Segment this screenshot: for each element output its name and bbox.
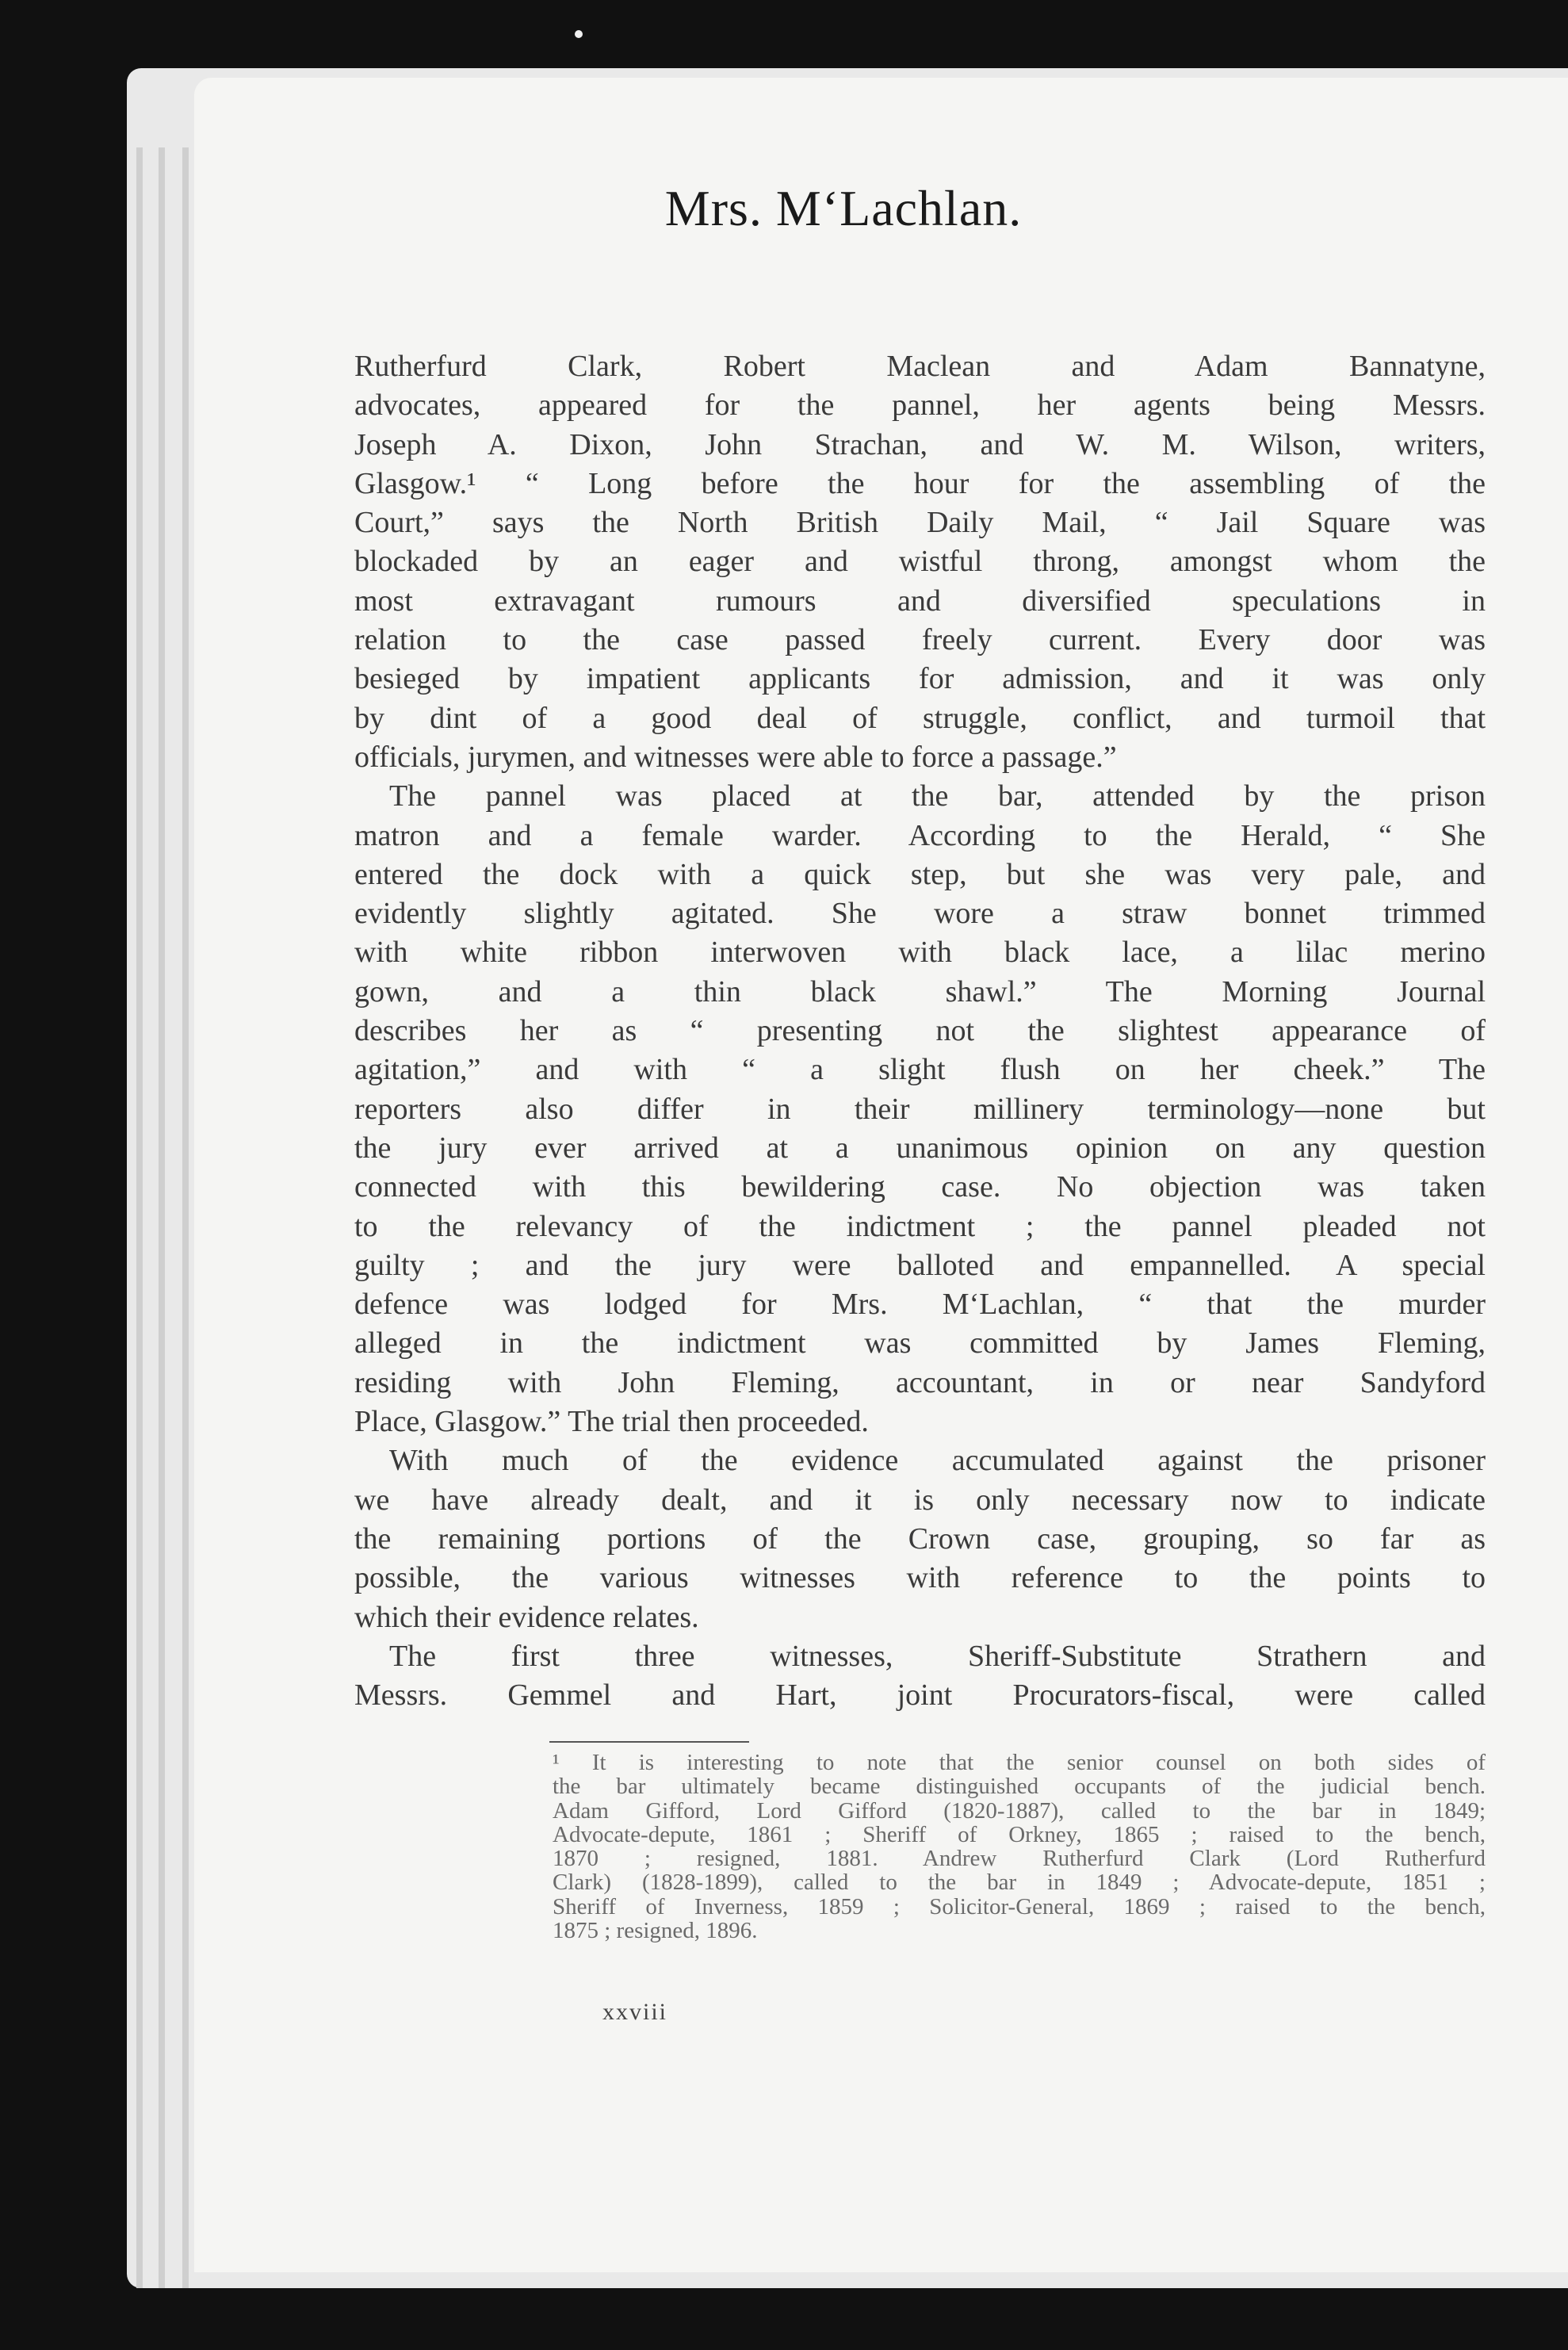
body-line: with white ribbon interwoven with black lace, a lilac merino [354,936,1486,970]
body-line: guilty ; and the jury were balloted and empannelled. A special [354,1248,1486,1282]
page-edge [136,147,143,2288]
footnote-rule [549,1741,749,1743]
body-line: Glasgow.¹ “ Long before the hour for the assembling of the [354,466,1486,500]
page-edge [159,147,165,2288]
footnote-line: ¹ It is interesting to note that the senior counsel on both sides of [553,1750,1486,1775]
body-line: we have already dealt, and it is only necessary now to indicate [354,1483,1486,1517]
body-line: evidently slightly agitated. She wore a straw bonnet trimmed [354,897,1486,931]
body-line: relation to the case passed freely current. Every door was [354,623,1486,657]
body-text [354,347,1486,1715]
page-edge [182,147,189,2288]
body-line: matron and a female warder. According to the Herald, “ She [354,818,1486,852]
body-line: Place, Glasgow.” The trial then proceeded. [354,1405,869,1439]
body-line: Joseph A. Dixon, John Strachan, and W. M. Wilson, writers, [354,427,1486,461]
body-line: Rutherfurd Clark, Robert Maclean and Adam Bannatyne, [354,350,1486,383]
body-line: The pannel was placed at the bar, attended by the prison [389,779,1486,813]
body-line: alleged in the indictment was committed by James Fleming, [354,1326,1486,1361]
body-line: the remaining portions of the Crown case, grouping, so far as [354,1521,1486,1556]
body-line: by dint of a good deal of struggle, conflict, and turmoil that [354,701,1486,735]
footnote-line: 1875 ; resigned, 1896. [553,1918,758,1944]
body-line: besieged by impatient applicants for admission, and it was only [354,662,1486,696]
body-line: entered the dock with a quick step, but she was very pale, and [354,857,1486,891]
body-line: blockaded by an eager and wistful throng, amongst whom the [354,545,1486,579]
running-title: Mrs. M‘Lachlan. [664,180,1023,236]
dust-speck [575,30,583,38]
footnotes [553,1751,1486,1942]
body-line: which their evidence relates. [354,1600,699,1634]
body-line: Court,” says the North British Daily Mail, “ Jail Square was [354,506,1486,540]
footnote-line: Adam Gifford, Lord Gifford (1820-1887), called to the bar in 1849; [553,1797,1486,1824]
body-line: to the relevancy of the indictment ; the pannel pleaded not [354,1209,1486,1243]
footnote-line: 1870 ; resigned, 1881. Andrew Rutherfurd Clark (Lord Rutherfurd [553,1846,1486,1872]
footnote-line: Clark) (1828-1899), called to the bar in 1849 ; Advocate-depute, 1851 ; [553,1870,1486,1896]
body-line: defence was lodged for Mrs. M‘Lachlan, “ that the murder [354,1288,1486,1322]
body-line: reporters also differ in their millinery terminology—none but [354,1092,1486,1126]
footnote-line: the bar ultimately became distinguished occupants of the judicial bench. [553,1774,1486,1800]
body-line: connected with this bewildering case. No objection was taken [354,1170,1486,1204]
body-line: Messrs. Gemmel and Hart, joint Procurators-fiscal, were called [354,1678,1486,1713]
body-line: the jury ever arrived at a unanimous opinion on any question [354,1131,1486,1165]
body-line: gown, and a thin black shawl.” The Morning Journal [354,974,1486,1009]
body-line: possible, the various witnesses with reference to the points to [354,1561,1486,1595]
body-line: The first three witnesses, Sheriff-Substitute Strathern and [389,1639,1486,1673]
body-line: With much of the evidence accumulated against the prisoner [389,1444,1486,1478]
body-line: describes her as “ presenting not the slightest appearance of [354,1014,1486,1048]
footnote-line: Advocate-depute, 1861 ; Sheriff of Orkney, 1865 ; raised to the bench, [553,1821,1486,1847]
footnote-line: Sheriff of Inverness, 1859 ; Solicitor-General, 1869 ; raised to the bench, [553,1893,1486,1919]
body-line: officials, jurymen, and witnesses were able to force a passage.” [354,740,1117,774]
body-line: most extravagant rumours and diversified speculations in [354,584,1486,618]
body-line: residing with John Fleming, accountant, in or near Sandyford [354,1365,1486,1399]
body-line: agitation,” and with “ a slight flush on her cheek.” The [354,1053,1486,1087]
body-line: advocates, appeared for the pannel, her agents being Messrs. [354,388,1486,423]
page-number: xxviii [602,1999,668,2025]
